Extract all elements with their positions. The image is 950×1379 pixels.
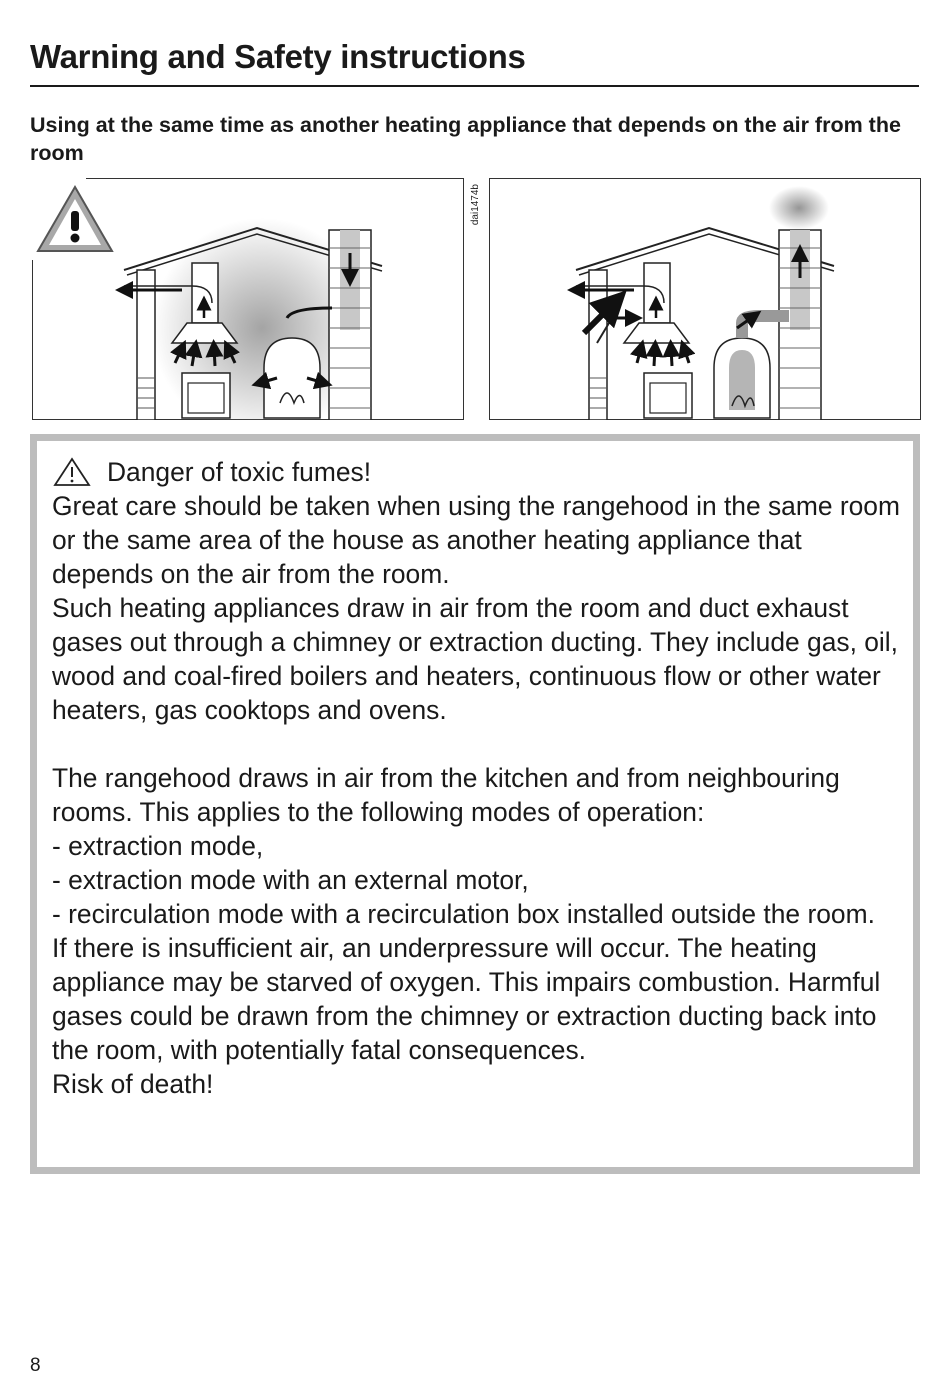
- warning-box: [30, 434, 920, 1174]
- warning-icon: [53, 457, 91, 487]
- page-title: Warning and Safety instructions: [30, 38, 526, 75]
- figure-code: dai1474b: [470, 184, 481, 226]
- risk-statement: Risk of death!: [52, 1069, 214, 1099]
- warning-triangle-icon: [34, 183, 116, 255]
- body-paragraph: If there is insufficient air, an underpressure will occur. The heating appliance may be starved of oxygen. This impairs combustion. Harmful gases could be drawn from the chimney or extraction ducting back into the room, with potentially fatal consequences.: [52, 933, 881, 1065]
- danger-heading: [52, 455, 905, 489]
- list-item: - extraction mode with an external motor,: [52, 865, 529, 895]
- title-rule: [30, 85, 919, 87]
- body-paragraph: Such heating appliances draw in air from the room and duct exhaust gases out through a chimney or extraction ducting. They include gas, oil, wood and coal-fired boilers and heaters, continuous flow or other water heaters, gas cooktops and ovens.: [52, 593, 898, 725]
- list-item: - recirculation mode with a recirculation box installed outside the room.: [52, 899, 875, 929]
- list-item: - extraction mode,: [52, 831, 264, 861]
- section-subtitle: Using at the same time as another heating appliance that depends on the air from the room: [30, 113, 901, 165]
- danger-heading-text: Danger of toxic fumes!: [107, 457, 372, 487]
- body-paragraph: Great care should be taken when using the rangehood in the same room or the same area of the house as another heating appliance that depends on the air from the room.: [52, 491, 900, 589]
- page-number: 8: [30, 1355, 41, 1376]
- illustration-adequate-ventilation: [489, 178, 921, 420]
- body-paragraph: The rangehood draws in air from the kitchen and from neighbouring rooms. This applies to the following modes of operation:: [52, 763, 840, 827]
